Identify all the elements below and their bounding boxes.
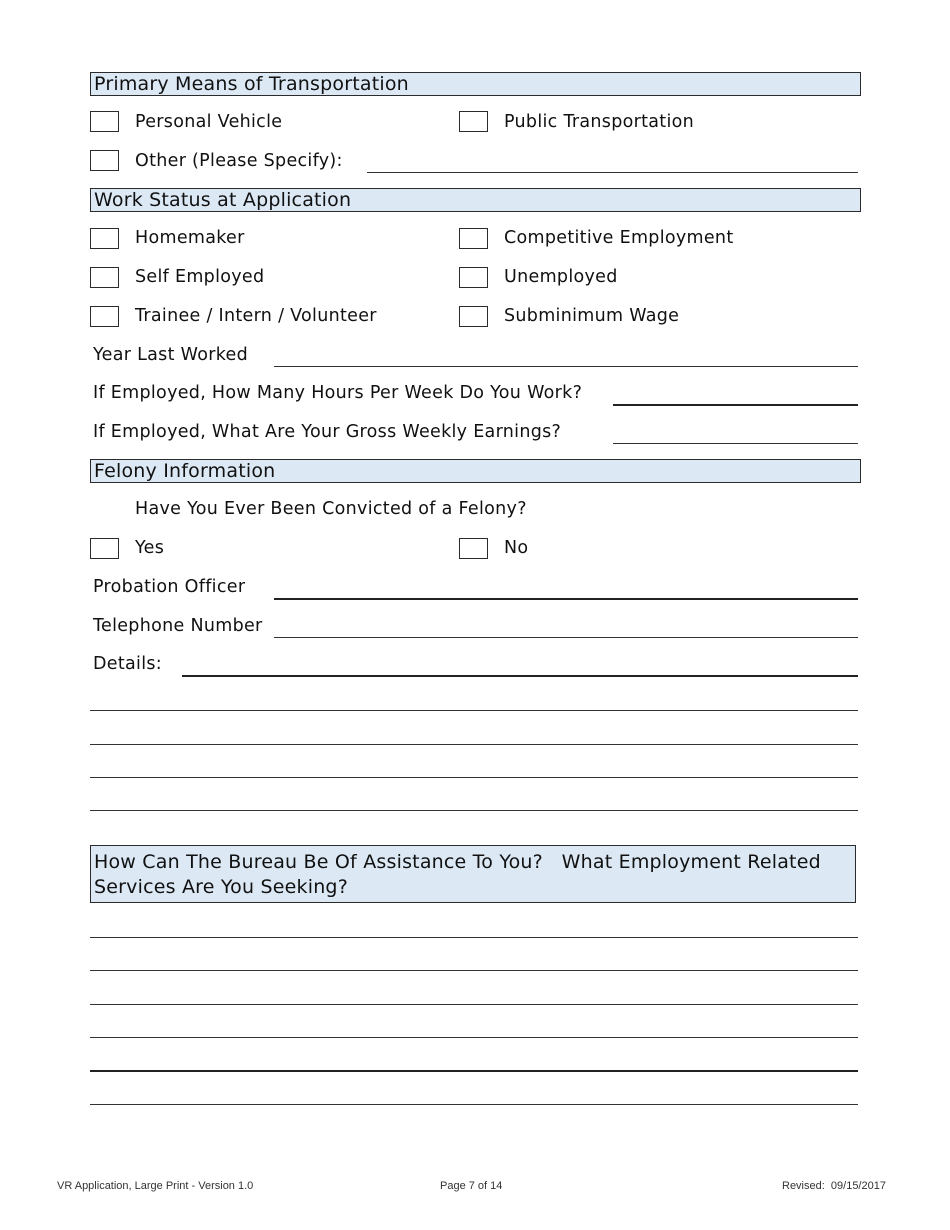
- felony-yes-label: Yes: [135, 538, 165, 558]
- assistance-section-header: [90, 845, 856, 903]
- details-label: Details:: [93, 654, 162, 674]
- hours-per-week-field[interactable]: [613, 404, 858, 406]
- other-transportation-field[interactable]: [367, 172, 858, 173]
- felony-no-label: No: [504, 538, 529, 558]
- telephone-number-label: Telephone Number: [93, 616, 263, 636]
- probation-officer-label: Probation Officer: [93, 577, 246, 597]
- details-field-line-4[interactable]: [90, 777, 858, 778]
- hours-per-week-label: If Employed, How Many Hours Per Week Do You Work?: [93, 383, 583, 403]
- probation-officer-field[interactable]: [274, 598, 858, 600]
- year-last-worked-field[interactable]: [274, 366, 858, 367]
- felony-no-checkbox[interactable]: [459, 538, 488, 559]
- self-employed-checkbox[interactable]: [90, 267, 119, 288]
- competitive-employment-label: Competitive Employment: [504, 228, 734, 248]
- assistance-field-line-1[interactable]: [90, 937, 858, 938]
- weekly-earnings-label: If Employed, What Are Your Gross Weekly Earnings?: [93, 422, 562, 442]
- subminimum-wage-checkbox[interactable]: [459, 306, 488, 327]
- trainee-checkbox[interactable]: [90, 306, 119, 327]
- assistance-field-line-3[interactable]: [90, 1004, 858, 1005]
- felony-question: Have You Ever Been Convicted of a Felony?: [135, 499, 527, 519]
- assistance-field-line-6[interactable]: [90, 1104, 858, 1105]
- trainee-label: Trainee / Intern / Volunteer: [135, 306, 377, 326]
- assistance-header-line-2: Services Are You Seeking?: [94, 876, 348, 898]
- weekly-earnings-field[interactable]: [613, 443, 858, 444]
- assistance-field-line-5[interactable]: [90, 1070, 858, 1072]
- footer-revised-date: Revised: 09/15/2017: [782, 1180, 886, 1192]
- details-field-line-2[interactable]: [90, 710, 858, 711]
- competitive-employment-checkbox[interactable]: [459, 228, 488, 249]
- other-transportation-label: Other (Please Specify):: [135, 151, 343, 171]
- details-field-line-5[interactable]: [90, 810, 858, 811]
- unemployed-label: Unemployed: [504, 267, 618, 287]
- public-transportation-checkbox[interactable]: [459, 111, 488, 132]
- personal-vehicle-label: Personal Vehicle: [135, 112, 283, 132]
- assistance-field-line-2[interactable]: [90, 970, 858, 971]
- other-transportation-checkbox[interactable]: [90, 150, 119, 171]
- felony-yes-checkbox[interactable]: [90, 538, 119, 559]
- homemaker-checkbox[interactable]: [90, 228, 119, 249]
- details-field-line-1[interactable]: [182, 675, 858, 677]
- assistance-field-line-4[interactable]: [90, 1037, 858, 1038]
- footer-version: VR Application, Large Print - Version 1.0: [57, 1180, 254, 1192]
- work-status-section-header: Work Status at Application: [90, 188, 861, 212]
- homemaker-label: Homemaker: [135, 228, 245, 248]
- public-transportation-label: Public Transportation: [504, 112, 695, 132]
- subminimum-wage-label: Subminimum Wage: [504, 306, 680, 326]
- felony-section-header: Felony Information: [90, 459, 861, 483]
- footer-page-number: Page 7 of 14: [440, 1180, 503, 1192]
- assistance-header-line-1: How Can The Bureau Be Of Assistance To You? What Employment Related: [94, 851, 821, 873]
- personal-vehicle-checkbox[interactable]: [90, 111, 119, 132]
- self-employed-label: Self Employed: [135, 267, 265, 287]
- details-field-line-3[interactable]: [90, 744, 858, 745]
- transportation-section-header: Primary Means of Transportation: [90, 72, 861, 96]
- telephone-number-field[interactable]: [274, 637, 858, 638]
- year-last-worked-label: Year Last Worked: [93, 345, 248, 365]
- unemployed-checkbox[interactable]: [459, 267, 488, 288]
